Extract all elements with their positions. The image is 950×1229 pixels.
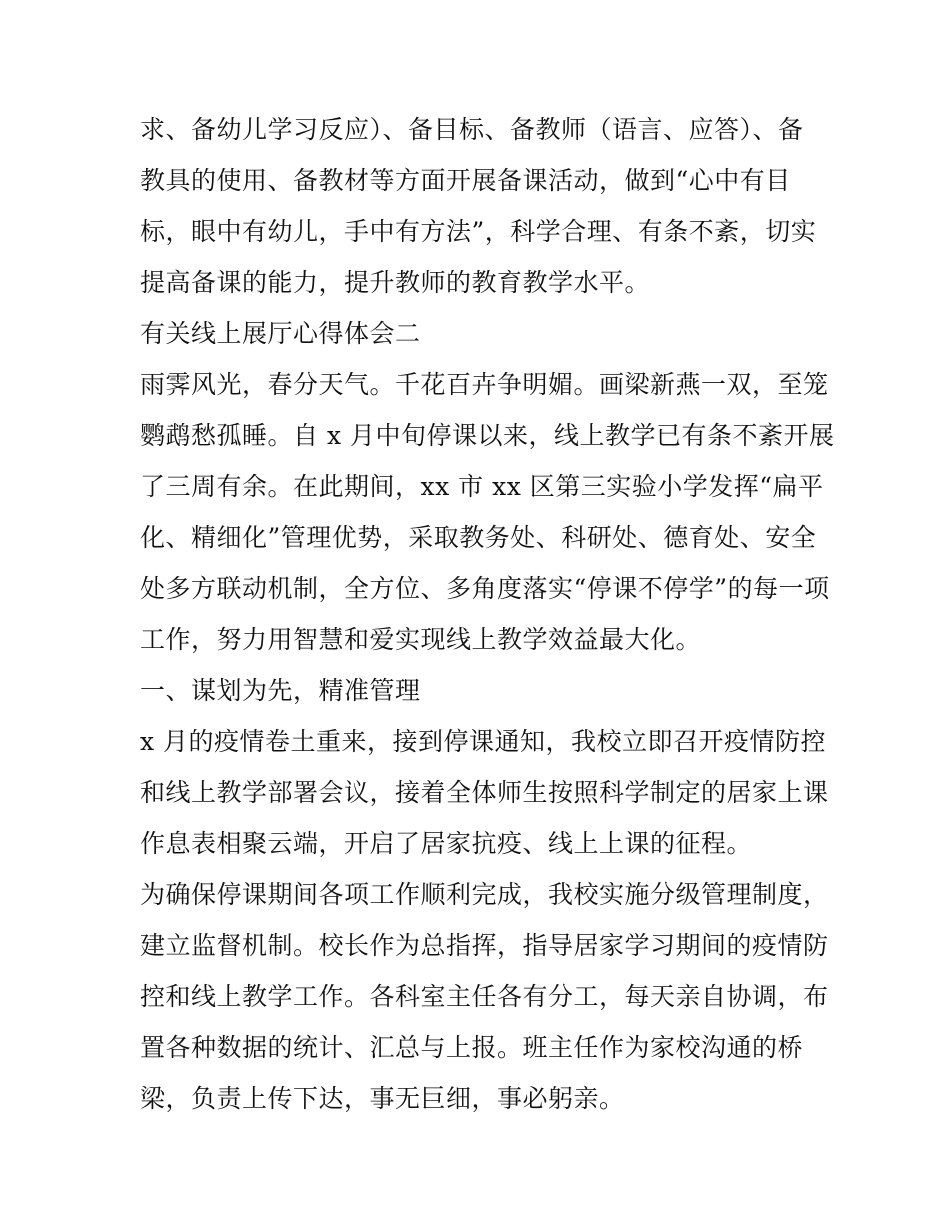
text-line: 处多方联动机制，全方位、多角度落实“停课不停学”的每一项	[140, 574, 830, 603]
text-line: x 月的疫情卷土重来，接到停课通知，我校立即召开疫情防控	[140, 727, 827, 756]
text-line: 提高备课的能力，提升教师的教育教学水平。	[140, 268, 651, 297]
text-line: 工作，努力用智慧和爱实现线上教学效益最大化。	[140, 625, 702, 654]
text-line: 求、备幼儿学习反应）、备目标、备教师（语言、应答）、备	[140, 115, 804, 144]
document-body	[140, 104, 835, 1124]
text-line: 标，眼中有幼儿，手中有方法”，科学合理、有条不紊，切实	[140, 217, 817, 246]
text-line: 梁，负责上传下达，事无巨细，事必躬亲。	[140, 1084, 625, 1113]
text-line: 雨霁风光，春分天气。千花百卉争明媚。画梁新燕一双，至笼	[140, 370, 829, 399]
section-heading: 有关线上展厅心得体会二	[140, 319, 421, 348]
subsection-heading: 一、谋划为先，精准管理	[140, 676, 421, 705]
text-line: 作息表相聚云端，开启了居家抗疫、线上上课的征程。	[140, 829, 753, 858]
text-line: 建立监督机制。校长作为总指挥，指导居家学习期间的疫情防	[140, 931, 829, 960]
text-line: 置各种数据的统计、汇总与上报。班主任作为家校沟通的桥	[140, 1033, 804, 1062]
text-line: 为确保停课期间各项工作顺利完成，我校实施分级管理制度，	[140, 880, 829, 909]
text-line: 了三周有余。在此期间，xx 市 xx 区第三实验小学发挥“扁平	[140, 472, 824, 501]
text-line: 控和线上教学工作。各科室主任各有分工，每天亲自协调，布	[140, 982, 829, 1011]
text-line: 和线上教学部署会议，接着全体师生按照科学制定的居家上课	[140, 778, 829, 807]
text-line: 化、精细化”管理优势，采取教务处、科研处、德育处、安全	[140, 523, 817, 552]
text-line: 教具的使用、备教材等方面开展备课活动，做到“心中有目	[140, 166, 791, 195]
text-line: 鹦鹉愁孤睡。自 x 月中旬停课以来，线上教学已有条不紊开展	[140, 421, 835, 450]
